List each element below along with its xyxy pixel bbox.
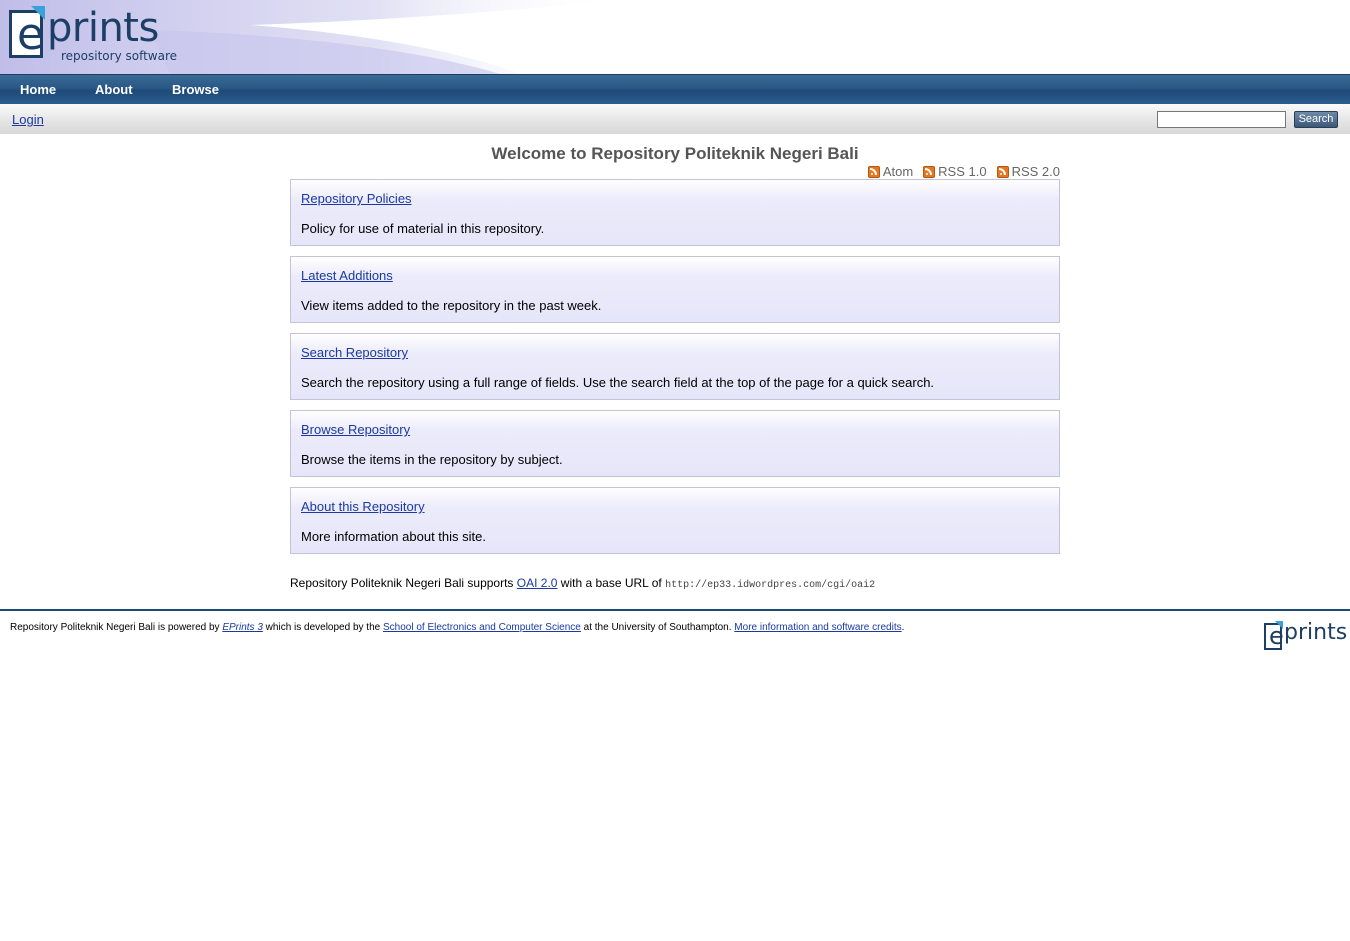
footer-eprints-logo[interactable] (1264, 620, 1348, 653)
box-repository-policies (290, 179, 1060, 246)
school-link[interactable]: School of Electronics and Computer Science (382, 622, 581, 633)
footer-logo-prints-text: prints (1284, 620, 1348, 645)
box-link-search[interactable]: Search Repository (301, 345, 408, 360)
footer-credits (10, 622, 904, 633)
rss-feed-icon (868, 166, 880, 178)
eprints-logo[interactable] (9, 5, 179, 68)
eprints-link[interactable]: EPrints 3 (222, 622, 263, 633)
logo-tagline: repository software (61, 49, 178, 63)
footer-text-1: Repository Politeknik Negeri Bali is powered by (10, 622, 223, 633)
rss-feed-icon (923, 166, 935, 178)
login-search-bar (0, 104, 1350, 134)
footer-text-3: at the University of Southampton. (580, 622, 735, 633)
page-title: Welcome to Repository Politeknik Negeri Bali (491, 144, 859, 163)
box-about-repository (290, 487, 1060, 554)
box-search-repository (290, 333, 1060, 400)
footer-text-2: which is developed by the (262, 622, 383, 633)
nav-browse[interactable]: Browse (172, 82, 219, 97)
nav-about[interactable]: About (95, 82, 133, 97)
search-button[interactable]: Search (1294, 111, 1338, 128)
footer-logo-e-letter: e (1269, 622, 1284, 650)
box-desc-about: More information about this site. (301, 529, 486, 544)
credits-link[interactable]: More information and software credits (734, 622, 902, 633)
oai-base-url: http://ep33.idwordpres.com/cgi/oai2 (665, 580, 876, 591)
box-desc-search: Search the repository using a full range of fields. Use the search field at the top of the page for a quick search. (301, 375, 935, 390)
oai-middle: with a base URL of (557, 576, 666, 590)
box-link-latest[interactable]: Latest Additions (301, 268, 393, 283)
box-desc-browse: Browse the items in the repository by subject. (301, 452, 563, 467)
site-header (0, 0, 1350, 74)
logo-prints-text: prints (47, 5, 159, 51)
logo-e-letter: e (17, 9, 45, 60)
oai-link[interactable]: OAI 2.0 (516, 576, 558, 590)
box-desc-policies: Policy for use of material in this repository. (301, 221, 545, 236)
feed-rss2-label: RSS 2.0 (1011, 164, 1060, 179)
feed-rss1-label: RSS 1.0 (938, 164, 987, 179)
rss-feed-icon (997, 166, 1009, 178)
feed-atom[interactable] (868, 164, 913, 179)
search-input[interactable] (1157, 111, 1286, 128)
feed-atom-label: Atom (882, 164, 914, 179)
box-latest-additions (290, 256, 1060, 323)
box-link-policies[interactable]: Repository Policies (301, 191, 412, 206)
feed-rss2[interactable] (997, 164, 1060, 179)
login-link[interactable]: Login (12, 112, 44, 127)
box-link-about[interactable]: About this Repository (301, 499, 425, 514)
feed-links (868, 164, 1060, 179)
feed-rss1[interactable] (923, 164, 986, 179)
logo-corner-icon (31, 6, 45, 20)
footer-divider (0, 609, 1350, 611)
box-desc-latest: View items added to the repository in the past week. (301, 298, 602, 313)
footer-logo-corner-icon (1275, 621, 1283, 629)
oai-info (290, 576, 875, 591)
nav-home[interactable]: Home (20, 82, 57, 97)
main-nav (0, 74, 1350, 104)
box-browse-repository (290, 410, 1060, 477)
box-link-browse[interactable]: Browse Repository (301, 422, 411, 437)
footer-text-4: . (901, 622, 905, 633)
oai-prefix: Repository Politeknik Negeri Bali supports (290, 576, 517, 590)
